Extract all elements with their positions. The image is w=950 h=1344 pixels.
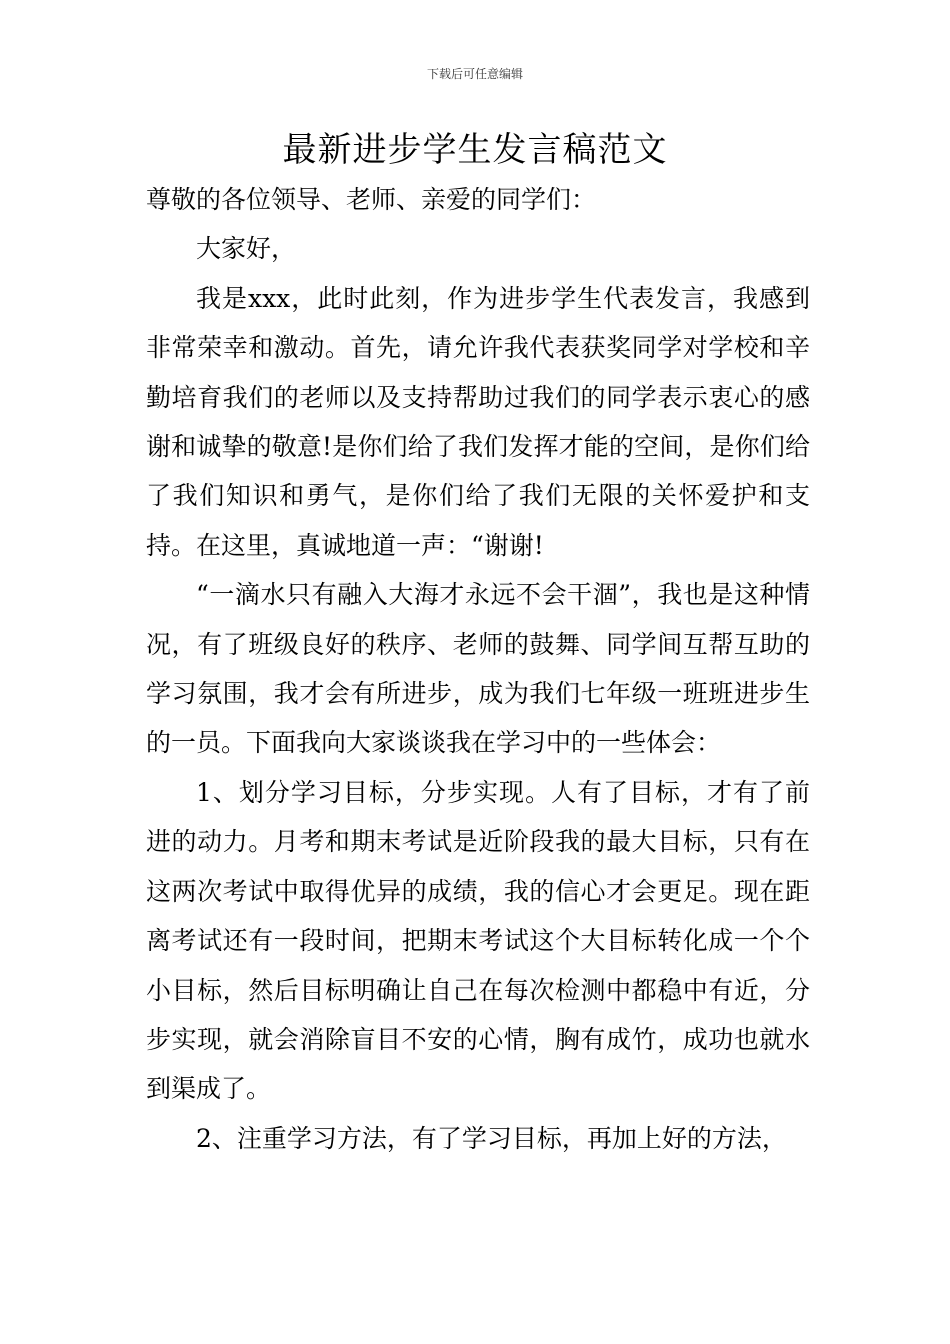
paragraph-intro: 我是xxx，此时此刻，作为进步学生代表发言，我感到非常荣幸和激动。首先，请允许我代表获奖同学对学校和辛勤培育我们的老师以及支持帮助过我们的同学表示衷心的感谢和诚挚的敬意!是你们给了我们发挥才能的空间，是你们给了我们知识和勇气，是你们给了我们无限的关怀爱护和支持。在这里，真诚地道一声：“谢谢! xyxy=(146,283,810,560)
header-note: 下载后可任意编辑 xyxy=(426,67,523,81)
document-body xyxy=(146,175,810,1163)
paragraph-quote: “一滴水只有融入大海才永远不会干涸”，我也是这种情况，有了班级良好的秩序、老师的鼓舞、同学间互帮互助的学习氛围，我才会有所进步，成为我们七年级一班班进步生的一员。下面我向大家谈谈我在学习中的一些体会： xyxy=(146,580,810,758)
paragraph-point-1: 1、划分学习目标，分步实现。人有了目标，才有了前进的动力。月考和期末考试是近阶段我的最大目标，只有在这两次考试中取得优异的成绩，我的信心才会更足。现在距离考试还有一段时间，把期末考试这个大目标转化成一个个小目标，然后目标明确让自己在每次检测中都稳中有近，分步实现，就会消除盲目不安的心情，胸有成竹，成功也就水到渠成了。 xyxy=(146,777,810,1104)
paragraph-point-2: 2、注重学习方法，有了学习目标，再加上好的方法， xyxy=(196,1123,787,1153)
greeting: 大家好， xyxy=(196,234,297,264)
document-title: 最新进步学生发言稿范文 xyxy=(282,130,668,170)
salutation: 尊敬的各位领导、老师、亲爱的同学们： xyxy=(146,185,597,214)
